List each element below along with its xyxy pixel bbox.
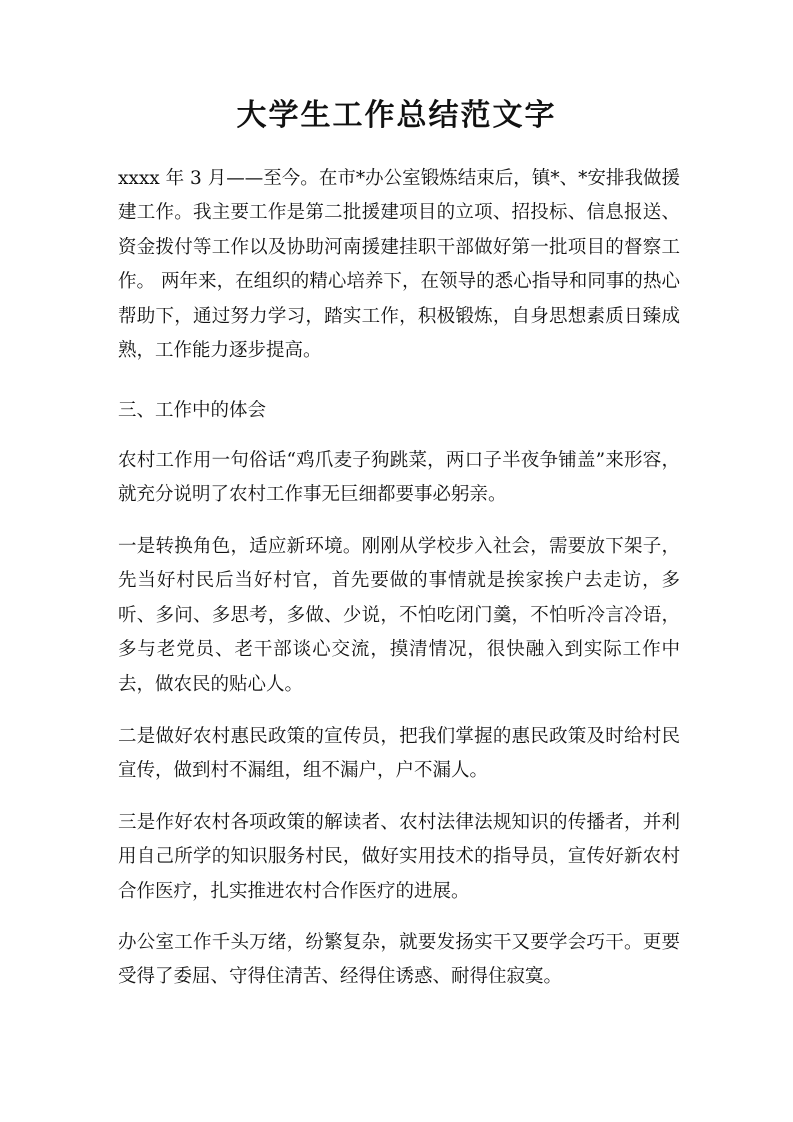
paragraph-point-three: 三是作好农村各项政策的解读者、农村法律法规知识的传播者，并利用自己所学的知识服务村民，做好实用技术的指导员，宣传好新农村合作医疗，扎实推进农村合作医疗的进展。 (118, 812, 680, 902)
paragraph-office-work: 办公室工作千头万绪，纷繁复杂，就要发扬实干又要学会巧干。更要受得了委屈、守得住清苦、经得住诱惑、耐得住寂寞。 (118, 932, 680, 988)
paragraph-rural-work-saying: 农村工作用一句俗话“鸡爪麦子狗跳菜，两口子半夜争铺盖”来形容，就充分说明了农村工作事无巨细都要事必躬亲。 (118, 450, 680, 506)
document-title: 大学生工作总结范文字 (236, 98, 557, 133)
paragraph-point-two: 二是做好农村惠民政策的宣传员，把我们掌握的惠民政策及时给村民宣传，做到村不漏组，组不漏户，户不漏人。 (118, 726, 680, 782)
paragraph-point-one: 一是转换角色，适应新环境。刚刚从学校步入社会，需要放下架子，先当好村民后当好村官，首先要做的事情就是挨家挨户去走访，多听、多问、多思考，多做、少说，不怕吃闭门羹，不怕听冷言冷语，多与老党员、老干部谈心交流，摸清情况，很快融入到实际工作中去，做农民的贴心人。 (118, 536, 680, 695)
section-heading-experience: 三、工作中的体会 (118, 400, 267, 421)
paragraph-work-history: xxxx 年 3 月——至今。在市*办公室锻炼结束后，镇*、*安排我做援建工作。我主要工作是第二批援建项目的立项、招投标、信息报送、资金拨付等工作以及协助河南援建挂职干部做好第一批项目的督察工作。 两年来，在组织的精心培养下，在领导的悉心指导和同事的热心帮助下，通过努力学习，踏实工作，积极锻炼，自身思想素质日臻成熟，工作能力逐步提高。 (118, 168, 680, 362)
